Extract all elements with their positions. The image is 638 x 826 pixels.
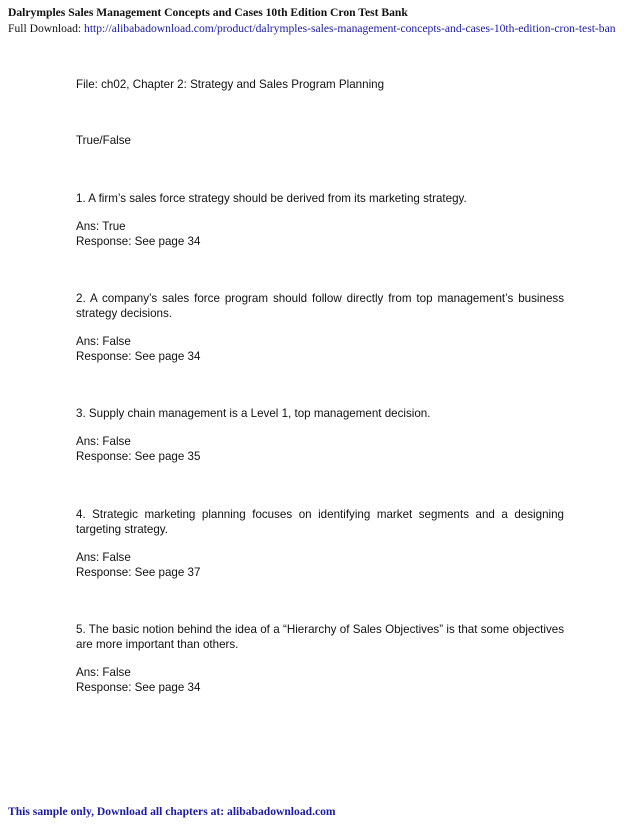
response-line: Response: See page 35 (76, 450, 201, 463)
answer-line: Ans: False (76, 666, 131, 679)
response-line: Response: See page 37 (76, 566, 201, 579)
full-download-label: Full Download: (8, 22, 85, 35)
question-text: 1. A firm’s sales force strategy should be derived from its marketing strategy. (76, 192, 467, 205)
response-line: Response: See page 34 (76, 235, 201, 248)
question-item (76, 406, 564, 464)
question-item (76, 622, 564, 695)
question-text: 2. A company’s sales force program should follow directly from top management’s business strategy decisions. (76, 292, 564, 320)
question-item (76, 291, 564, 364)
answer-block (76, 550, 564, 580)
question-text: 3. Supply chain management is a Level 1, top management decision. (76, 407, 431, 420)
document-title: Dalrymples Sales Management Concepts and Cases 10th Edition Cron Test Bank (8, 6, 408, 19)
answer-block (76, 434, 564, 464)
page-header (8, 5, 638, 37)
answer-block (76, 219, 564, 249)
question-item (76, 507, 564, 580)
question-text: 5. The basic notion behind the idea of a “Hierarchy of Sales Objectives” is that some objectives are more important than others. (76, 623, 564, 651)
answer-block (76, 665, 564, 695)
chapter-file-line: File: ch02, Chapter 2: Strategy and Sales Program Planning (76, 78, 385, 91)
question-item (76, 191, 564, 249)
section-heading: True/False (76, 134, 131, 147)
answer-line: Ans: True (76, 220, 126, 233)
full-download-line (8, 21, 638, 37)
response-line: Response: See page 34 (76, 350, 201, 363)
answer-line: Ans: False (76, 551, 131, 564)
question-text: 4. Strategic marketing planning focuses on identifying market segments and a designing targeting strategy. (76, 508, 564, 536)
answer-block (76, 334, 564, 364)
download-footer[interactable]: This sample only, Download all chapters at: alibabadownload.com (8, 805, 336, 818)
full-download-link[interactable]: http://alibabadownload.com/product/dalrymples-sales-management-concepts-and-cases-10th-edition-cron-test-ban (84, 22, 616, 35)
answer-line: Ans: False (76, 435, 131, 448)
answer-line: Ans: False (76, 335, 131, 348)
response-line: Response: See page 34 (76, 681, 201, 694)
